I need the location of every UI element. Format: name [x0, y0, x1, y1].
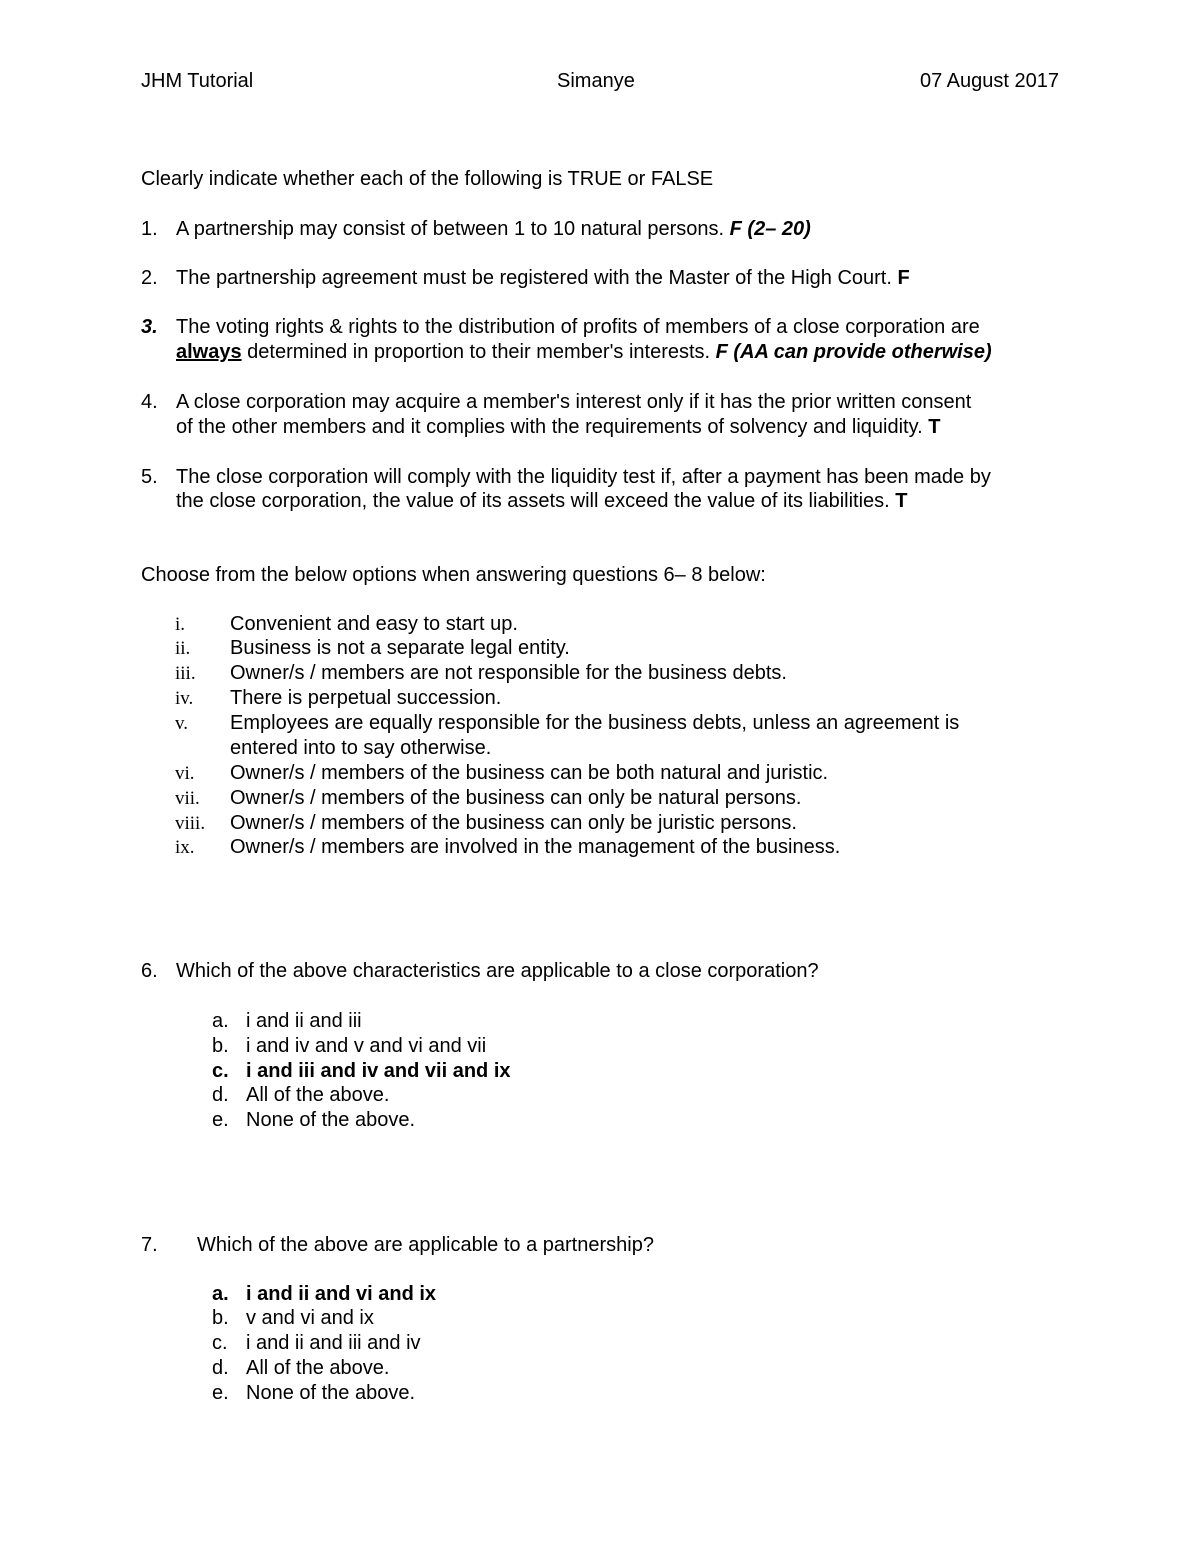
statement-text-cont [176, 489, 907, 514]
option-numeral: vii. [175, 788, 200, 809]
choice-letter: e. [212, 1109, 229, 1131]
statement-text-cont [176, 415, 940, 440]
emphasis-always: always [176, 341, 242, 363]
option-text: Convenient and easy to start up. [230, 613, 518, 635]
option-text: There is perpetual succession. [230, 687, 502, 709]
option-text: Owner/s / members of the business can only be juristic persons. [230, 812, 797, 834]
page-header [141, 69, 1059, 95]
choice-text: None of the above. [246, 1382, 416, 1404]
statement-body: the close corporation, the value of its assets will exceed the value of its liabilities. [176, 490, 896, 512]
statement-text: The close corporation will comply with the liquidity test if, after a payment has been made by [176, 466, 991, 488]
choice-letter: d. [212, 1084, 229, 1106]
statement-body: A partnership may consist of between 1 to 10 natural persons. [176, 218, 730, 240]
item-number: 1. [141, 218, 158, 240]
option-numeral: iv. [175, 688, 194, 709]
choice-text: v and vi and ix [246, 1307, 374, 1329]
option-numeral: v. [175, 713, 189, 734]
choice-letter: a. [212, 1010, 229, 1032]
header-right: 07 August 2017 [919, 70, 1059, 92]
statement-body: determined in proportion to their member's interests. [241, 341, 716, 363]
statement-answer: F (AA can provide otherwise) [715, 341, 992, 363]
choice-letter: b. [212, 1035, 229, 1057]
choice-text: i and ii and iii [246, 1010, 362, 1032]
option-numeral: ii. [175, 638, 191, 659]
header-center: Simanye [557, 70, 635, 92]
option-numeral: viii. [175, 813, 206, 834]
statement-answer: T [928, 416, 941, 438]
option-text: Owner/s / members of the business can only be natural persons. [230, 787, 802, 809]
question-text: Which of the above characteristics are applicable to a close corporation? [176, 960, 819, 982]
question-number: 7. [141, 1234, 158, 1256]
choice-letter: c. [212, 1332, 228, 1354]
statement-text: The voting rights & rights to the distribution of profits of members of a close corporation are [176, 316, 980, 338]
statement-body: The partnership agreement must be registered with the Master of the High Court. [176, 267, 898, 289]
item-number: 4. [141, 391, 158, 413]
choice-text: i and iv and v and vi and vii [246, 1035, 487, 1057]
choice-text-correct: i and iii and iv and vii and ix [246, 1060, 511, 1082]
statement-text [176, 217, 811, 242]
choice-letter: d. [212, 1357, 229, 1379]
question-text: Which of the above are applicable to a partnership? [197, 1234, 654, 1256]
option-text: Owner/s / members of the business can be both natural and juristic. [230, 762, 829, 784]
option-text-cont: entered into to say otherwise. [230, 737, 492, 759]
statement-answer: T [895, 490, 908, 512]
statement-body: of the other members and it complies with the requirements of solvency and liquidity. [176, 416, 929, 438]
choice-letter: b. [212, 1307, 229, 1329]
statement-answer: F (2– 20) [729, 218, 811, 240]
question-number: 6. [141, 960, 158, 982]
statement-text [176, 266, 910, 291]
item-number: 3. [141, 316, 158, 338]
option-text: Owner/s / members are not responsible for the business debts. [230, 662, 787, 684]
option-text: Owner/s / members are involved in the management of the business. [230, 836, 841, 858]
section2-instruction: Choose from the below options when answering questions 6– 8 below: [141, 564, 766, 586]
choice-letter: e. [212, 1382, 229, 1404]
option-numeral: ix. [175, 837, 195, 858]
header-left: JHM Tutorial [141, 70, 254, 92]
statement-answer: F [897, 267, 910, 289]
choice-text: i and ii and iii and iv [246, 1332, 421, 1354]
statement-text: A close corporation may acquire a member's interest only if it has the prior written consent [176, 391, 972, 413]
option-text: Business is not a separate legal entity. [230, 637, 570, 659]
section1-instruction: Clearly indicate whether each of the following is TRUE or FALSE [141, 168, 714, 190]
choice-text-correct: i and ii and vi and ix [246, 1283, 437, 1305]
option-numeral: iii. [175, 663, 196, 684]
item-number: 2. [141, 267, 158, 289]
choice-text: All of the above. [246, 1357, 390, 1379]
choice-text: None of the above. [246, 1109, 416, 1131]
choice-text: All of the above. [246, 1084, 390, 1106]
option-numeral: vi. [175, 763, 195, 784]
item-number: 5. [141, 466, 158, 488]
option-text: Employees are equally responsible for the business debts, unless an agreement is [230, 712, 960, 734]
choice-letter-correct: c. [212, 1060, 229, 1082]
choice-letter-correct: a. [212, 1283, 229, 1305]
statement-text-cont [176, 340, 992, 365]
option-numeral: i. [175, 614, 186, 635]
